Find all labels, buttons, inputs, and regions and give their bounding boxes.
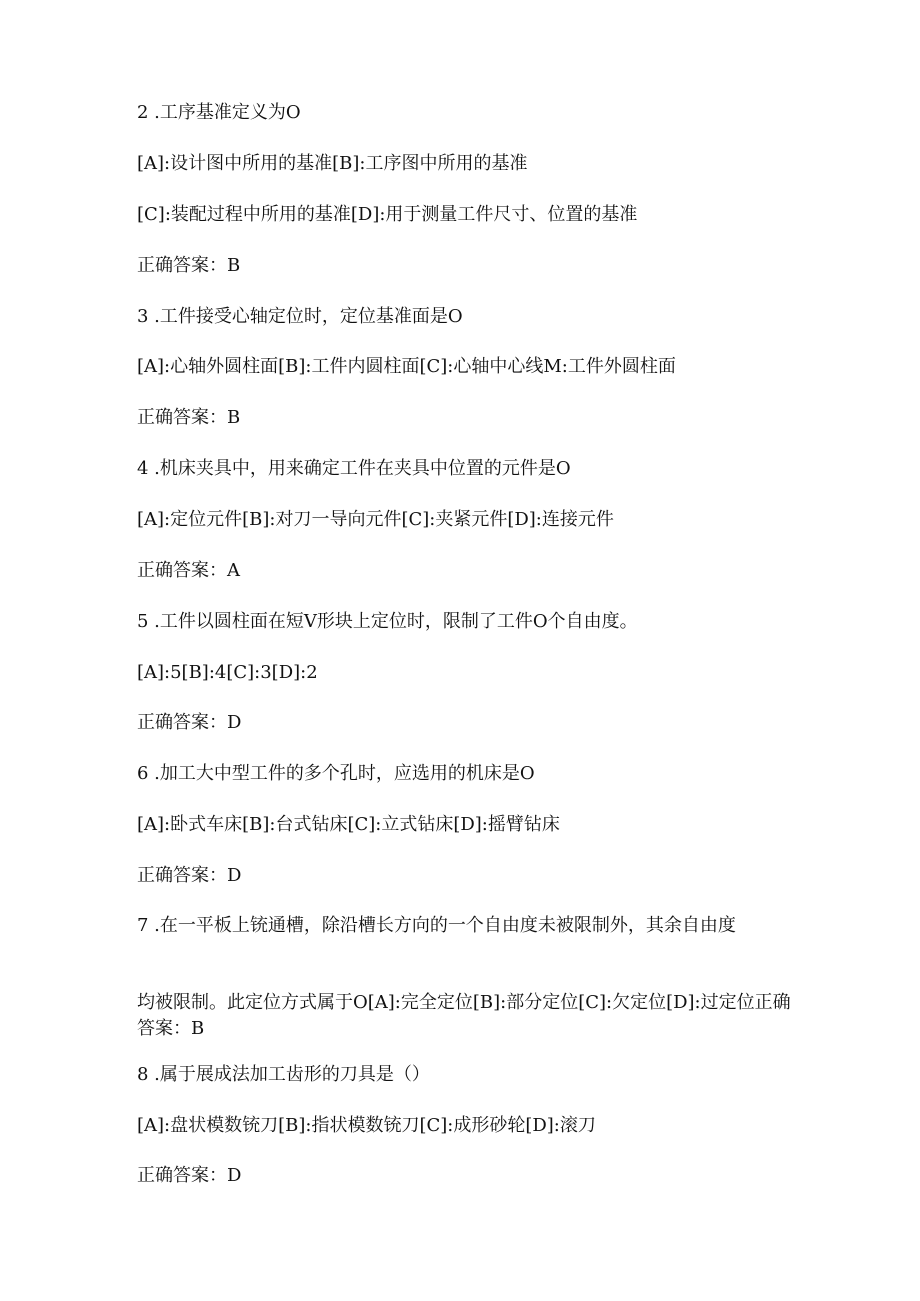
q2-stem: 2 .工序基准定义为O	[137, 102, 301, 123]
q8-options: [A]:盘状模数铳刀[B]:指状模数铳刀[C]:成形砂轮[D]:滚刀	[137, 1115, 596, 1136]
q8-answer: 正确答案：D	[137, 1165, 242, 1186]
q2-answer: 正确答案：B	[137, 255, 241, 276]
q3-answer: 正确答案：B	[137, 407, 241, 428]
q3-options: [A]:心轴外圆柱面[B]:工件内圆柱面[C]:心轴中心线M:工件外圆柱面	[137, 356, 676, 377]
q2-options-cd: [C]:装配过程中所用的基准[D]:用于测量工件尺寸、位置的基准	[137, 204, 638, 225]
q5-options: [A]:5[B]:4[C]:3[D]:2	[137, 662, 318, 683]
q5-stem: 5 .工件以圆柱面在短V形块上定位时，限制了工件O个自由度。	[137, 611, 638, 632]
q6-stem: 6 .加工大中型工件的多个孔时，应选用的机床是O	[137, 763, 535, 784]
q8-stem: 8 .属于展成法加工齿形的刀具是（）	[137, 1064, 430, 1085]
q7-options-answer: 均被限制。此定位方式属于O[A]:完全定位[B]:部分定位[C]:欠定位[D]:过定位正确答案：B	[137, 992, 791, 1039]
q6-answer: 正确答案：D	[137, 865, 242, 886]
q4-answer: 正确答案：A	[137, 560, 240, 581]
q7-stem: 7 .在一平板上铳通槽，除沿槽长方向的一个自由度未被限制外，其余自由度	[137, 915, 736, 936]
q5-answer: 正确答案：D	[137, 712, 242, 733]
q3-stem: 3 .工件接受心轴定位时，定位基准面是O	[137, 306, 463, 327]
q4-stem: 4 .机床夹具中，用来确定工件在夹具中位置的元件是O	[137, 458, 571, 479]
q2-options-ab: [A]:设计图中所用的基准[B]:工序图中所用的基准	[137, 153, 528, 174]
q6-options: [A]:卧式车床[B]:台式钻床[C]:立式钻床[D]:摇臂钻床	[137, 814, 560, 835]
q4-options: [A]:定位元件[B]:对刀一导向元件[C]:夹紧元件[D]:连接元件	[137, 509, 614, 530]
